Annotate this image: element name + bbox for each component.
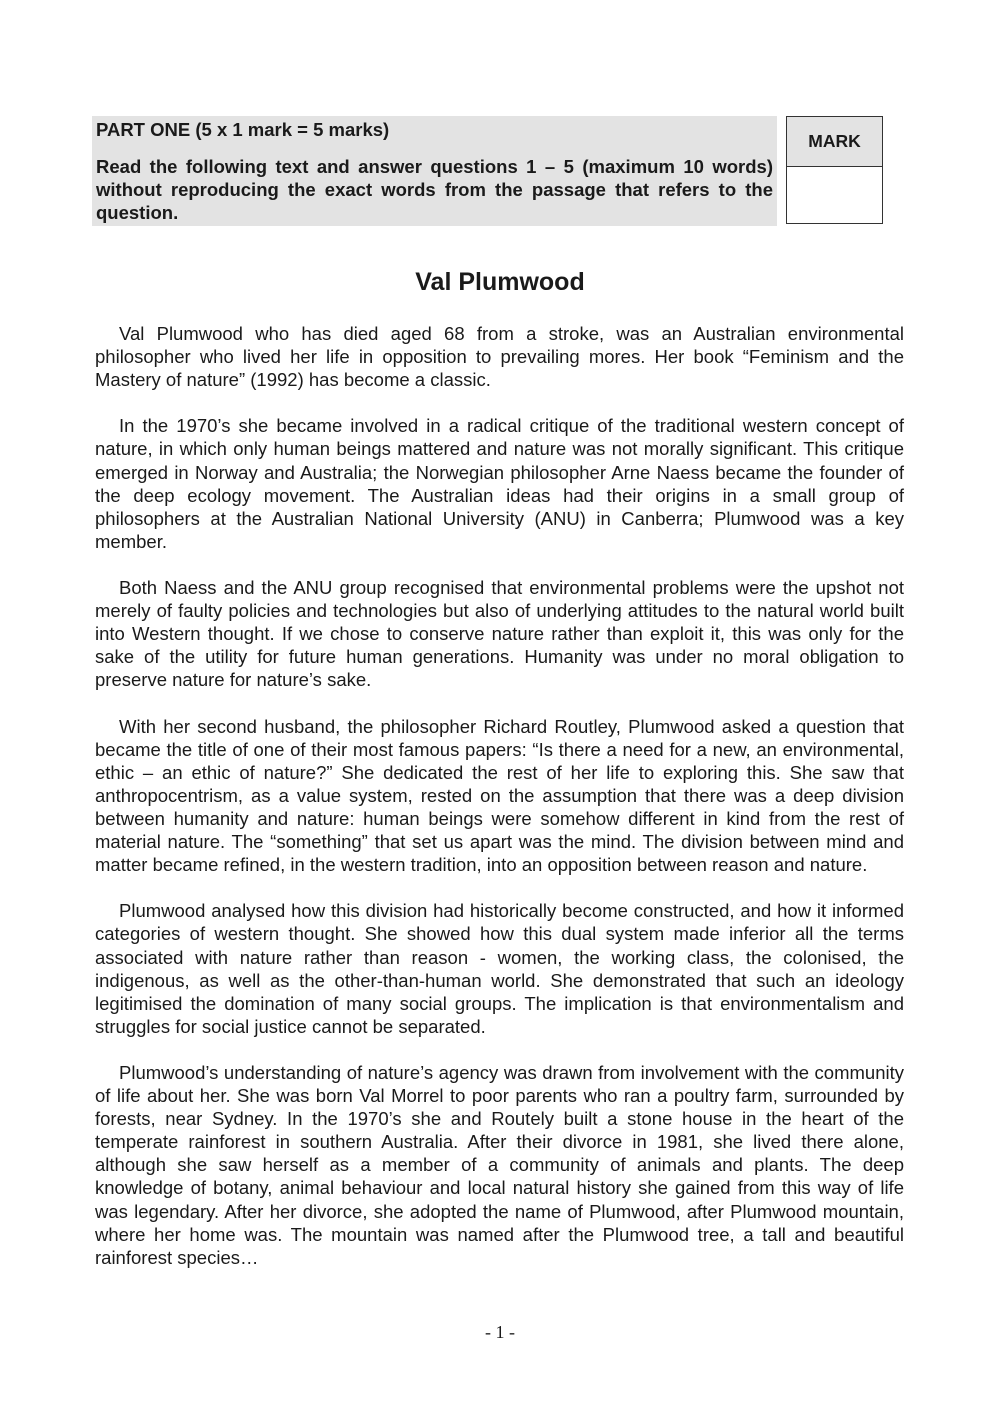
- instructions-box: [92, 116, 777, 226]
- paragraph-3: Both Naess and the ANU group recognised that environmental problems were the upshot not merely of faulty policies and technologies but also of underlying attitudes to the natural world built into Western thought. If we chose to conserve nature rather than exploit it, this was only for the sake of the utility for future human generations. Humanity was under no moral obligation to preserve nature for nature’s sake.: [95, 577, 904, 691]
- paragraph-6: Plumwood’s understanding of nature’s agency was drawn from involvement with the community of life about her. She was born Val Morrel to poor parents who ran a poultry farm, surrounded by forests, near Sydney. In the 1970’s she and Routely built a stone house in the heart of the temperate rainforest in southern Australia. After their divorce in 1981, she lived there alone, although she saw herself as a member of a community of animals and plants. The deep knowledge of botany, animal behaviour and local natural history she gained from this way of life was legendary. After her divorce, she adopted the name of Plumwood, after Plumwood mountain, where her home was. The mountain was named after the Plumwood tree, a tall and beautiful rainforest species…: [95, 1062, 904, 1268]
- paragraph-2: In the 1970’s she became involved in a radical critique of the traditional western concept of nature, in which only human beings mattered and nature was not morally significant. This critique emerged in Norway and Australia; the Norwegian philosopher Arne Naess became the founder of the deep ecology movement. The Australian ideas had their origins in a small group of philosophers at the Australian National University (ANU) in Canberra; Plumwood was a key member.: [95, 415, 904, 552]
- mark-box: [786, 116, 883, 224]
- task-directions: Read the following text and answer questions 1 – 5 (maximum 10 words) without reproducing the exact words from the passage that refers to the question.: [96, 156, 773, 223]
- article-title: Val Plumwood: [415, 268, 585, 296]
- page-number: - 1 -: [485, 1322, 515, 1342]
- article-body: [95, 322, 904, 1292]
- part-heading: PART ONE (5 x 1 mark = 5 marks): [96, 119, 390, 140]
- paragraph-1: Val Plumwood who has died aged 68 from a stroke, was an Australian environmental philosopher who lived her life in opposition to prevailing mores. Her book “Feminism and the Mastery of nature” (1992) has become a classic.: [95, 323, 904, 391]
- mark-label: MARK: [787, 117, 882, 167]
- paragraph-5: Plumwood analysed how this division had historically become constructed, and how it informed categories of western thought. She showed how this dual system made inferior all the terms associated with nature rather than reason - women, the working class, the colonised, the indigenous, as well as the other-than-human world. She demonstrated that such an ideology legitimised the domination of many social groups. The implication is that environmentalism and struggles for social justice cannot be separated.: [95, 900, 904, 1037]
- paragraph-4: With her second husband, the philosopher Richard Routley, Plumwood asked a question that became the title of one of their most famous papers: “Is there a need for a new, an environmental, ethic – an ethic of nature?” She dedicated the rest of her life to exploring this. She saw that anthropocentrism, as a value system, rested on the assumption that there was a deep division between humanity and nature: human beings were somehow different in kind from the rest of material nature. The “something” that set us apart was the mind. The division between mind and matter became refined, in the western tradition, into an opposition between reason and nature.: [95, 715, 904, 876]
